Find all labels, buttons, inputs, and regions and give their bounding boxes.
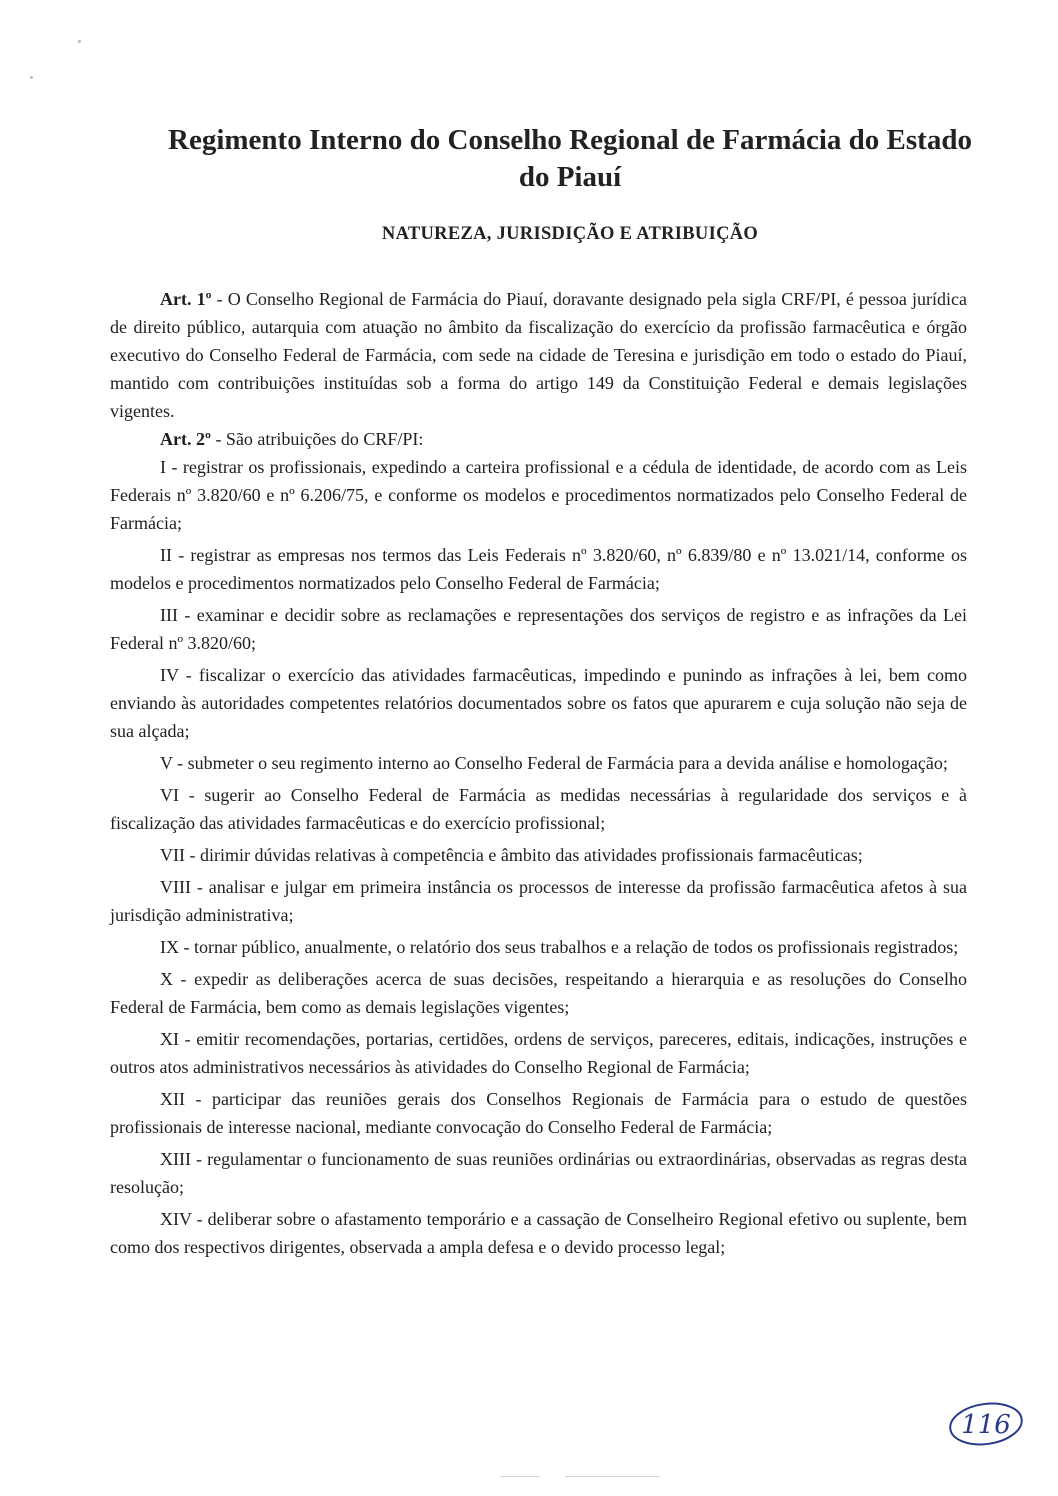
title-line-1: Regimento Interno do Conselho Regional de Farmácia do Estado [168,124,972,156]
article-1-label: Art. 1º [160,289,212,309]
article-1 [110,285,967,425]
item-x: X - expedir as deliberações acerca de suas decisões, respeitando a hierarquia e as resoluções do Conselho Federal de Farmácia, bem como as demais legislações vigentes; [110,969,967,1017]
scan-speck [78,40,81,43]
scan-edge-mark [565,1476,660,1477]
item-vii: VII - dirimir dúvidas relativas à competência e âmbito das atividades profissionais farmacêuticas; [160,845,863,865]
item-xii: XII - participar das reuniões gerais dos Conselhos Regionais de Farmácia para o estudo de questões profissionais de interesse nacional, mediante convocação do Conselho Federal de Farmácia; [110,1089,967,1137]
article-2-text: - São atribuições do CRF/PI: [210,429,424,449]
item-v: V - submeter o seu regimento interno ao Conselho Federal de Farmácia para a devida análise e homologação; [160,753,948,773]
title-line-2: do Piauí [518,161,622,193]
item-xiii: XIII - regulamentar o funcionamento de suas reuniões ordinárias ou extraordinárias, observadas as regras desta resolução; [110,1149,967,1197]
document-body [110,285,967,1265]
handwritten-page-number-text: 116 [961,1410,1011,1440]
item-iv: IV - fiscalizar o exercício das atividades farmacêuticas, impedindo e punindo as infrações à lei, bem como enviando às autoridades competentes relatórios documentados sobre os fatos que apurarem e cuja solução não seja de sua alçada; [110,665,967,741]
item-ii: II - registrar as empresas nos termos das Leis Federais nº 3.820/60, nº 6.839/80 e nº 13.021/14, conforme os modelos e procedimentos normatizados pelo Conselho Federal de Farmácia; [110,545,967,593]
item-xiv: XIV - deliberar sobre o afastamento temporário e a cassação de Conselheiro Regional efetivo ou suplente, bem como dos respectivos dirigentes, observada a ampla defesa e o devido processo legal; [110,1209,967,1257]
document-title [110,122,1030,196]
item-iii: III - examinar e decidir sobre as reclamações e representações dos serviços de registro e as infrações da Lei Federal nº 3.820/60; [110,605,967,653]
scan-speck [30,76,33,79]
item-vi: VI - sugerir ao Conselho Federal de Farmácia as medidas necessárias à regularidade dos serviços e à fiscalização das atividades farmacêuticas e do exercício profissional; [110,785,967,833]
item-xi: XI - emitir recomendações, portarias, certidões, ordens de serviços, pareceres, editais, indicações, instruções e outros atos administrativos necessários às atividades do Conselho Regional de Farmácia; [110,1029,967,1077]
handwritten-page-number [946,1398,1026,1450]
section-heading: NATUREZA, JURISDIÇÃO E ATRIBUIÇÃO [381,224,759,244]
article-2 [110,425,967,453]
scan-edge-mark [500,1476,540,1477]
item-i: I - registrar os profissionais, expedindo a carteira profissional e a cédula de identidade, de acordo com as Leis Federais nº 3.820/60 e nº 6.206/75, e conforme os modelos e procedimentos normatizados pelo Conselho Federal de Farmácia; [110,457,967,533]
item-viii: VIII - analisar e julgar em primeira instância os processos de interesse da profissão farmacêutica afetos à sua jurisdição administrativa; [110,877,967,925]
item-ix: IX - tornar público, anualmente, o relatório dos seus trabalhos e a relação de todos os profissionais registrados; [160,937,959,957]
article-1-text: - O Conselho Regional de Farmácia do Piauí, doravante designado pela sigla CRF/PI, é pessoa jurídica de direito público, autarquia com atuação no âmbito da fiscalização do exercício da profissão farmacêutica e órgão executivo do Conselho Federal de Farmácia, com sede na cidade de Teresina e jurisdição em todo o estado do Piauí, mantido com contribuições instituídas sob a forma do artigo 149 da Constituição Federal e demais legislações vigentes. [110,289,967,421]
article-2-label: Art. 2º [160,429,211,449]
